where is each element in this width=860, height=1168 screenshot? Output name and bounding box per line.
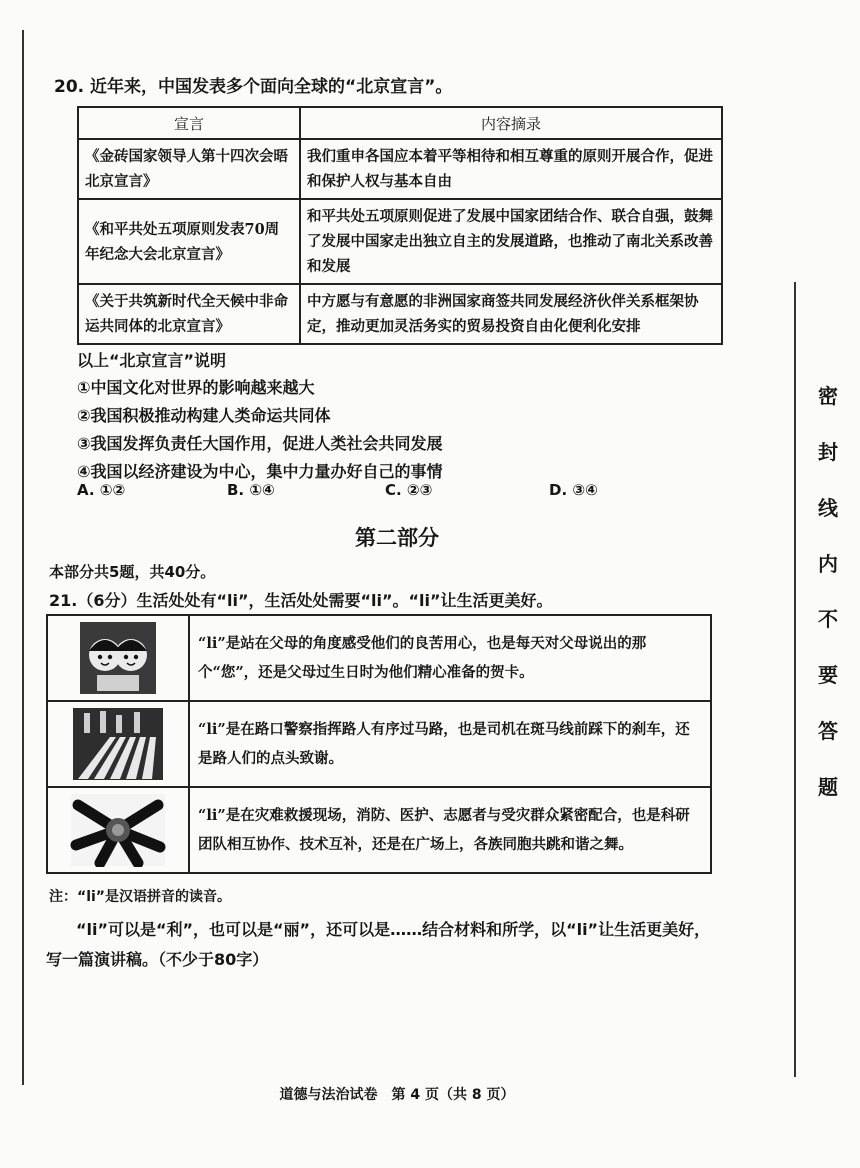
declaration-name: 《和平共处五项原则发表70周年纪念大会北京宣言》 [78, 199, 300, 284]
table-row [47, 615, 711, 701]
declaration-content: 我们重申各国应本着平等相待和相互尊重的原则开展合作，促进和保护人权与基本自由 [300, 139, 722, 199]
left-margin-line [22, 30, 24, 1085]
section-info: 本部分共5题，共40分。 [49, 563, 216, 581]
joined-hands-icon [70, 793, 166, 867]
seal-char: 线 [818, 495, 838, 520]
seal-char: 题 [818, 774, 838, 799]
seal-char: 内 [818, 551, 838, 576]
statement-list [77, 374, 443, 486]
question-lead: 以上“北京宣言”说明 [77, 351, 227, 370]
statement-item: ①中国文化对世界的影响越来越大 [77, 378, 315, 397]
table-row [78, 199, 722, 284]
table-row [78, 284, 722, 344]
choice-c[interactable]: C. ②③ [385, 481, 433, 499]
seal-char: 不 [818, 607, 838, 632]
material-image-cell [47, 615, 189, 701]
material-image-cell [47, 701, 189, 787]
choice-b[interactable]: B. ①④ [227, 481, 275, 499]
section-title: 第二部分 [355, 526, 439, 550]
seal-char: 封 [818, 439, 838, 464]
choice-d[interactable]: D. ③④ [549, 481, 598, 499]
declaration-table [77, 106, 723, 345]
family-illustration-icon [79, 621, 157, 695]
column-header: 内容摘录 [300, 107, 722, 139]
declaration-content: 和平共处五项原则促进了发展中国家团结合作、联合自强，鼓舞了发展中国家走出独立自主的发展道路，也推动了南北关系改善和发展 [300, 199, 722, 284]
seal-char: 答 [818, 719, 838, 744]
declaration-content: 中方愿与有意愿的非洲国家商签共同发展经济伙伴关系框架协定，推动更加灵活务实的贸易投资自由化便利化安排 [300, 284, 722, 344]
question-21-title: 21.（6分）生活处处有“li”，生活处处需要“li”。“li”让生活更美好。 [49, 591, 553, 610]
question-20-title: 20. 近年来，中国发表多个面向全球的“北京宣言”。 [54, 77, 453, 97]
table-row [78, 139, 722, 199]
statement-item: ③我国发挥负责任大国作用，促进人类社会共同发展 [77, 434, 443, 453]
material-text: “li”是站在父母的角度感受他们的良苦用心，也是每天对父母说出的那个“您”，还是父母过生日时为他们精心准备的贺卡。 [189, 615, 711, 701]
writing-prompt: “li”可以是“利”，也可以是“丽”，还可以是……结合材料和所学，以“li”让生活更美好，写一篇演讲稿。（不少于80字） [46, 920, 711, 969]
material-text: “li”是在灾难救援现场，消防、医护、志愿者与受灾群众紧密配合，也是科研团队相互协作、技术互补，还是在广场上，各族同胞共跳和谐之舞。 [189, 787, 711, 873]
footnote: 注：“li”是汉语拼音的读音。 [49, 889, 231, 905]
material-image-cell [47, 787, 189, 873]
seal-char: 要 [818, 663, 838, 688]
table-row [47, 787, 711, 873]
declaration-name: 《金砖国家领导人第十四次会晤北京宣言》 [78, 139, 300, 199]
choice-a[interactable]: A. ①② [77, 481, 126, 499]
column-header: 宣言 [78, 107, 300, 139]
statement-item: ④我国以经济建设为中心，集中力量办好自己的事情 [77, 462, 443, 481]
seal-line-label [808, 380, 848, 800]
table-row [47, 701, 711, 787]
material-text: “li”是在路口警察指挥路人有序过马路，也是司机在斑马线前踩下的刹车，还是路人们的点头致谢。 [189, 701, 711, 787]
page-footer: 道德与法治试卷 第 4 页（共 8 页） [279, 1087, 515, 1103]
statement-item: ②我国积极推动构建人类命运共同体 [77, 406, 331, 425]
material-table [46, 614, 712, 874]
crosswalk-illustration-icon [72, 707, 164, 781]
declaration-name: 《关于共筑新时代全天候中非命运共同体的北京宣言》 [78, 284, 300, 344]
table-header-row [78, 107, 722, 139]
seal-char: 密 [818, 384, 838, 408]
seal-line [794, 282, 796, 1077]
